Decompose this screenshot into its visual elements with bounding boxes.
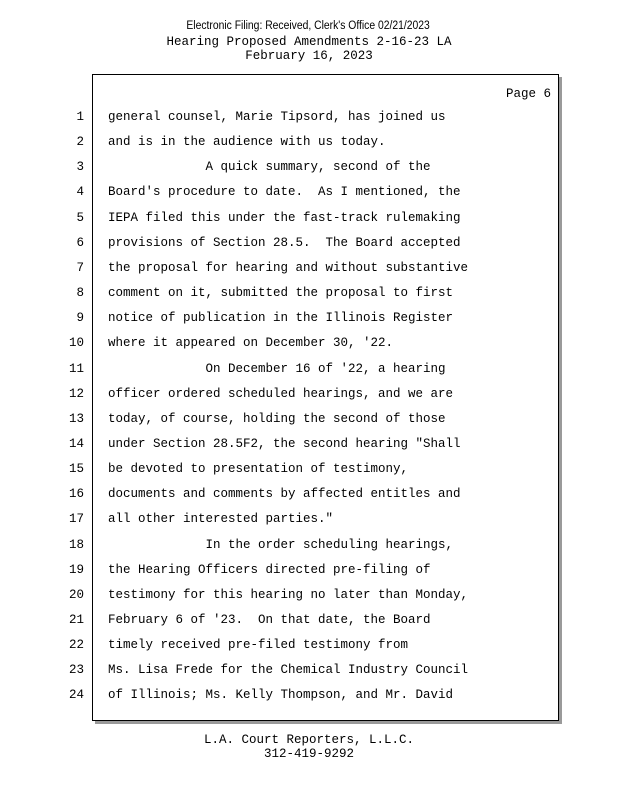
line-text: under Section 28.5F2, the second hearing "Shall	[108, 436, 461, 451]
line-number: 12	[68, 386, 84, 401]
line-text: where it appeared on December 30, '22.	[108, 336, 394, 351]
line-text: Board's procedure to date. As I mentioned, the	[108, 185, 461, 200]
line-text: officer ordered scheduled hearings, and we are	[108, 386, 454, 401]
line-number: 16	[68, 487, 84, 502]
line-number: 19	[68, 562, 84, 577]
filing-stamp: Electronic Filing: Received, Clerk's Office 02/21/2023	[186, 20, 430, 32]
line-text: the Hearing Officers directed pre-filing of	[108, 562, 431, 577]
line-number: 17	[68, 512, 84, 527]
line-text: of Illinois; Ms. Kelly Thompson, and Mr. David	[108, 688, 454, 703]
line-text: and is in the audience with us today.	[108, 135, 386, 150]
line-text: be devoted to presentation of testimony,	[108, 462, 409, 477]
transcript-title: Hearing Proposed Amendments 2-16-23 LA	[166, 35, 452, 49]
line-number: 20	[68, 587, 84, 602]
line-text: Ms. Lisa Frede for the Chemical Industry Council	[108, 663, 469, 678]
line-number: 14	[68, 436, 84, 451]
court-reporter-name: L.A. Court Reporters, L.L.C.	[203, 733, 415, 747]
line-text: In the order scheduling hearings,	[108, 537, 454, 552]
page-number: Page 6	[506, 87, 552, 101]
transcript-date: February 16, 2023	[245, 49, 373, 63]
line-text: notice of publication in the Illinois Register	[108, 311, 454, 326]
line-number: 15	[68, 462, 84, 477]
line-number: 21	[68, 613, 84, 627]
line-text: testimony for this hearing no later than Monday,	[108, 587, 469, 602]
line-number: 13	[68, 411, 84, 426]
line-number: 3	[76, 160, 84, 175]
line-number: 9	[76, 311, 84, 326]
line-number: 10	[68, 336, 84, 351]
court-reporter-phone: 312-419-9292	[263, 747, 354, 761]
line-number: 1	[76, 110, 84, 124]
line-number: 8	[76, 286, 84, 300]
line-number: 6	[76, 235, 84, 250]
line-text: today, of course, holding the second of those	[108, 411, 446, 426]
line-text: all other interested parties."	[108, 512, 334, 527]
line-text: On December 16 of '22, a hearing	[108, 361, 446, 376]
line-text: February 6 of '23. On that date, the Board	[108, 613, 431, 627]
line-number: 18	[68, 537, 84, 552]
line-text: the proposal for hearing and without substantive	[108, 260, 469, 275]
line-number: 7	[76, 260, 84, 275]
line-text: general counsel, Marie Tipsord, has joined us	[108, 110, 446, 124]
line-number: 23	[68, 663, 84, 678]
line-text: timely received pre-filed testimony from	[108, 638, 409, 653]
line-number: 5	[76, 210, 84, 225]
line-text: IEPA filed this under the fast-track rulemaking	[108, 210, 461, 225]
line-number: 4	[76, 185, 84, 200]
line-text: comment on it, submitted the proposal to first	[108, 286, 454, 300]
line-number: 2	[76, 135, 84, 150]
line-text: provisions of Section 28.5. The Board accepted	[108, 235, 461, 250]
line-number: 11	[68, 361, 84, 376]
line-text: documents and comments by affected entitles and	[108, 487, 461, 502]
line-text: A quick summary, second of the	[108, 160, 431, 175]
line-number: 22	[68, 638, 84, 653]
line-number: 24	[68, 688, 84, 703]
